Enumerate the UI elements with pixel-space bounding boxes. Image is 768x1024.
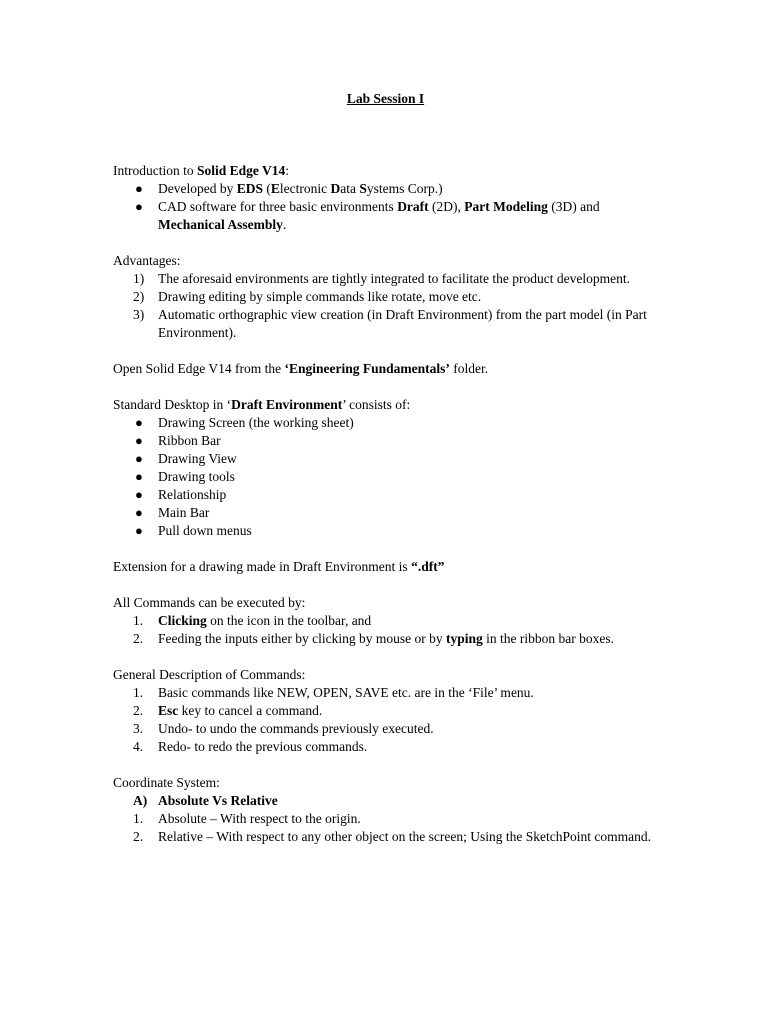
bold-run: Clicking	[158, 613, 207, 628]
bold-run: D	[330, 181, 341, 196]
text-run: Basic commands like NEW, OPEN, SAVE etc. are in the ‘File’ menu.	[158, 685, 534, 700]
command-item	[113, 630, 658, 648]
text-run: Redo- to redo the previous commands.	[158, 739, 368, 754]
list-marker: 2)	[133, 289, 145, 304]
text-run: .	[282, 217, 287, 232]
desktop-item-text: Main Bar	[158, 505, 210, 520]
general-item	[113, 702, 658, 720]
text-run: (2D),	[428, 199, 465, 214]
general-item	[113, 720, 658, 738]
bullet-icon: ●	[135, 487, 143, 502]
desktop-heading	[113, 396, 658, 414]
bold-run: E	[270, 181, 280, 196]
bullet-icon: ●	[135, 181, 143, 196]
text-run: Feeding the inputs either by clicking by mouse or by	[158, 631, 446, 646]
coordinate-list	[113, 810, 658, 846]
desktop-bullet-list	[113, 414, 658, 540]
bold-run: Part Modeling	[464, 199, 548, 214]
bullet-icon: ●	[135, 469, 143, 484]
list-marker: 4.	[133, 739, 144, 754]
general-item	[113, 738, 658, 756]
text-run: ’ consists of:	[342, 397, 411, 412]
bullet-icon: ●	[135, 523, 143, 538]
desktop-item	[113, 504, 658, 522]
advantages-list	[113, 270, 658, 342]
desktop-item-text: Pull down menus	[158, 523, 252, 538]
document-page	[113, 90, 658, 846]
list-marker: 3)	[133, 307, 145, 322]
open-instruction	[113, 360, 658, 378]
intro-bullet-1	[113, 180, 658, 198]
text-run: ata	[340, 181, 360, 196]
list-marker: 2.	[133, 829, 144, 844]
bold-run: S	[359, 181, 367, 196]
bold-run: “.dft”	[411, 559, 445, 574]
desktop-item-text: Drawing Screen (the working sheet)	[158, 415, 354, 430]
text-run: lectronic	[279, 181, 331, 196]
bullet-icon: ●	[135, 415, 143, 430]
intro-suffix: :	[285, 163, 290, 178]
list-marker: 2.	[133, 703, 144, 718]
list-marker: 1.	[133, 811, 144, 826]
advantage-item	[113, 306, 658, 342]
coordinate-subheading	[113, 792, 658, 810]
page-title: Lab Session I	[346, 91, 425, 106]
desktop-item-text: Ribbon Bar	[158, 433, 221, 448]
coordinate-heading: Coordinate System:	[113, 775, 220, 790]
bold-run: Esc	[158, 703, 179, 718]
general-heading: General Description of Commands:	[113, 667, 306, 682]
bullet-icon: ●	[135, 505, 143, 520]
commands-list	[113, 612, 658, 648]
text-run: in the ribbon bar boxes.	[482, 631, 614, 646]
desktop-item-text: Relationship	[158, 487, 227, 502]
text-run: Undo- to undo the commands previously executed.	[158, 721, 434, 736]
coordinate-item	[113, 828, 658, 846]
bullet-icon: ●	[135, 199, 143, 214]
text-run: Developed by	[158, 181, 237, 196]
text-run: folder.	[449, 361, 489, 376]
text-run: (	[263, 181, 271, 196]
bold-run: EDS	[236, 181, 263, 196]
bold-run: Draft	[397, 199, 429, 214]
coordinate-sub-list	[113, 792, 658, 810]
coordinate-item	[113, 810, 658, 828]
text-run: on the icon in the toolbar, and	[206, 613, 372, 628]
extension-line	[113, 558, 658, 576]
desktop-item	[113, 414, 658, 432]
bold-run: Absolute Vs Relative	[158, 793, 278, 808]
advantage-item	[113, 270, 658, 288]
text-run: Extension for a drawing made in Draft Environment is	[113, 559, 412, 574]
intro-prefix: Introduction to	[113, 163, 197, 178]
general-item	[113, 684, 658, 702]
list-marker: 3.	[133, 721, 144, 736]
advantages-heading: Advantages:	[113, 253, 181, 268]
text-run: Relative – With respect to any other object on the screen; Using the SketchPoint command.	[158, 829, 651, 844]
text-run: Open Solid Edge V14 from the	[113, 361, 285, 376]
advantage-text: The aforesaid environments are tightly integrated to facilitate the product development.	[158, 271, 630, 286]
desktop-item	[113, 432, 658, 450]
desktop-item-text: Drawing View	[158, 451, 237, 466]
desktop-item	[113, 486, 658, 504]
desktop-item	[113, 450, 658, 468]
intro-bullet-2	[113, 198, 658, 234]
text-run: CAD software for three basic environments	[158, 199, 398, 214]
command-item	[113, 612, 658, 630]
intro-heading	[113, 162, 658, 180]
bold-run: typing	[445, 631, 483, 646]
intro-bullet-list	[113, 180, 658, 234]
list-marker: 1)	[133, 271, 145, 286]
advantage-text: Drawing editing by simple commands like rotate, move etc.	[158, 289, 482, 304]
desktop-item	[113, 468, 658, 486]
desktop-item	[113, 522, 658, 540]
advantage-item	[113, 288, 658, 306]
commands-heading: All Commands can be executed by:	[113, 595, 306, 610]
list-marker: A)	[133, 793, 148, 808]
general-list	[113, 684, 658, 756]
list-marker: 2.	[133, 631, 144, 646]
bold-run: ‘Engineering Fundamentals’	[284, 361, 450, 376]
bold-run: Draft Environment	[231, 397, 343, 412]
text-run: (3D) and	[547, 199, 600, 214]
bullet-icon: ●	[135, 451, 143, 466]
intro-bold: Solid Edge V14	[197, 163, 286, 178]
bold-run: Mechanical Assembly	[158, 217, 283, 232]
text-run: key to cancel a command.	[178, 703, 323, 718]
text-run: ystems Corp.)	[366, 181, 443, 196]
list-marker: 1.	[133, 613, 144, 628]
text-run: Standard Desktop in ‘	[113, 397, 232, 412]
list-marker: 1.	[133, 685, 144, 700]
bullet-icon: ●	[135, 433, 143, 448]
advantage-text: Automatic orthographic view creation (in Draft Environment) from the part model (in Part Environment).	[158, 307, 647, 340]
desktop-item-text: Drawing tools	[158, 469, 235, 484]
text-run: Absolute – With respect to the origin.	[158, 811, 361, 826]
